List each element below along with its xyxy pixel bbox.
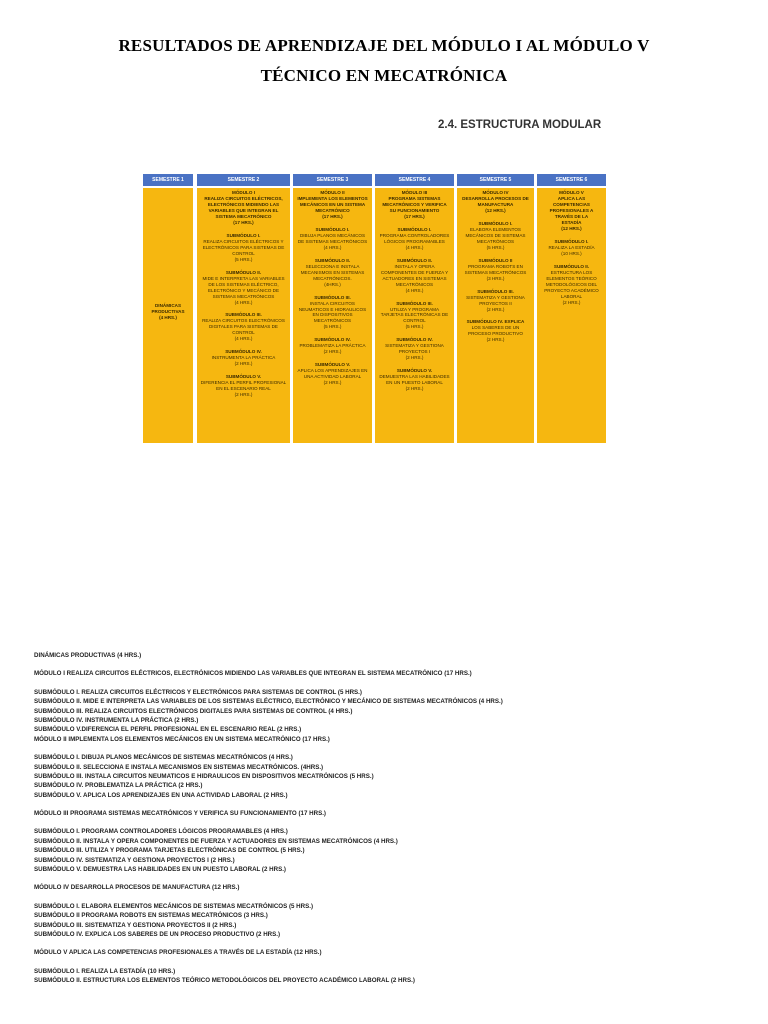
submodule-entry: [540, 239, 603, 257]
entry-title: SUBMÓDULO III.: [225, 312, 262, 318]
submodule-entry: [460, 258, 531, 282]
list-line: SUBMÓDULO III. INSTALA CIRCUITOS NEUMATICOS E HIDRAULICOS EN DISPOSITIVOS MECATRÓNICOS (5 HRS.): [34, 772, 374, 780]
entry-text: REALIZA CIRCUITOS ELECTRÓNICOS DIGITALES PARA SISTEMAS DE CONTROL (4 HRS.): [202, 318, 285, 342]
document-subtitle: TÉCNICO EN MECATRÓNICA: [260, 66, 508, 85]
semester-header: SEMESTRE 3: [293, 174, 372, 186]
spacer: [34, 959, 754, 968]
entry-text: PROGRAMA ROBOTS EN SISTEMAS MECATRÓNICOS (3 HRS.): [464, 263, 527, 281]
submodule-entry: [460, 319, 531, 343]
list-line: SUBMÓDULO V.DIFERENCIA EL PERFIL PROFESIONAL EN EL ESCENARIO REAL (2 HRS.): [34, 726, 302, 734]
module-heading: [200, 190, 287, 226]
submodule-entry: [200, 312, 287, 342]
entry-title: SUBMÓDULO II.: [225, 269, 262, 275]
list-line: SUBMÓDULO I. ELABORA ELEMENTOS MECÁNICOS DE SISTEMAS MECATRÓNICOS (5 HRS.): [34, 902, 314, 910]
list-line: SUBMÓDULO II. MIDE E INTERPRETA LAS VARIABLES DE LOS SISTEMAS ELÉCTRICO, ELECTRÓNICO Y MECÁNICO DE SISTEMAS MECATRÓNICOS (4 HRS.): [34, 698, 503, 706]
list-line: SUBMÓDULO I. REALIZA LA ESTADÍA (10 HRS.): [34, 967, 176, 975]
submodule-entry: [378, 227, 451, 251]
list-line: SUBMÓDULO III. REALIZA CIRCUITOS ELECTRÓNICOS DIGITALES PARA SISTEMAS DE CONTROL (4 HRS.): [34, 707, 353, 715]
entry-title: MÓDULO I REALIZA CIRCUITOS ELÉCTRICOS, ELECTRÓNICOS MIDIENDO LAS VARIABLES QUE INTEGRAN EL SISTEMA MECATRÓNICO (17 HRS.): [204, 190, 283, 225]
module-heading: [460, 190, 531, 214]
entry-title: SUBMÓDULO V.: [314, 362, 351, 368]
list-line: MÓDULO V APLICA LAS COMPETENCIAS PROFESIONALES A TRAVÉS DE LA ESTADÍA (12 HRS.): [34, 949, 322, 957]
entry-title: SUBMÓDULO II: [478, 257, 513, 263]
spacer: [34, 801, 754, 810]
list-line: SUBMÓDULO V. APLICA LOS APRENDIZAJES EN UNA ACTIVIDAD LABORAL (2 HRS.): [34, 791, 288, 799]
semester-1-column: [143, 188, 193, 443]
entry-title: MÓDULO II IMPLEMENTA LOS ELEMENTOS MECÁNICOS EN UN SISTEMA MECATRÓNICO (17 HRS.): [297, 190, 368, 219]
entry-title: MÓDULO IV DESARROLLA PROCESOS DE MANUFACTURA (12 HRS.): [462, 190, 529, 213]
entry-title: SUBMÓDULO IV. EXPLICA: [466, 319, 525, 325]
entry-text: REALIZA CIRCUITOS ELÉCTRICOS Y ELECTRÓNICOS PARA SISTEMAS DE CONTROL (5 HRS.): [202, 238, 285, 262]
entry-text: SISTEMATIZA Y GESTIONA PROYECTOS II (2 HRS.): [466, 294, 525, 312]
entry-text: INSTRUMENTA LA PRÁCTICA (2 HRS.): [211, 355, 276, 367]
entry-text: DIFERENCIA EL PERFIL PROFESIONAL EN EL ESCENARIO REAL (2 HRS.): [200, 380, 287, 398]
entry-title: MÓDULO III PROGRAMA SISTEMAS MECATRÓNICOS Y VERIFICA SU FUNCIONAMIENTO (17 HRS.): [382, 190, 447, 219]
entry-title: SUBMÓDULO III.: [396, 300, 433, 306]
entry-text: INSTALA Y OPERA COMPONENTES DE FUERZA Y ACTUADORES EN SISTEMAS MECATRÓNICOS (4 HRS.): [380, 263, 449, 293]
semester-3-column: [293, 188, 372, 443]
module-heading: [296, 190, 369, 220]
entry-text: INSTALA CIRCUITOS NEUMATICOS E HIDRAULICOS EN DISPOSITIVOS MECATRÓNICOS (5 HRS.): [298, 300, 367, 330]
submodule-entry: [378, 368, 451, 392]
entry-text: MIDE E INTERPRETA LAS VARIABLES DE LOS SISTEMAS ELÉCTRICO, ELECTRÓNICO Y MECÁNICO DE SISTEMAS MECATRÓNICOS (4 HRS.): [202, 275, 285, 305]
list-line: SUBMÓDULO IV. SISTEMATIZA Y GESTIONA PROYECTOS I (2 HRS.): [34, 856, 235, 864]
list-line: SUBMÓDULO II. INSTALA Y OPERA COMPONENTES DE FUERZA Y ACTUADORES EN SISTEMAS MECATRÓNICOS (4 HRS.): [34, 837, 398, 845]
module-text-list: [34, 652, 754, 987]
entry-title: SUBMÓDULO II.: [314, 257, 351, 263]
submodule-entry: [378, 301, 451, 331]
entry-text: UTILIZA Y PROGRAMA TARJETAS ELECTRÓNICAS DE CONTROL (5 HRS.): [380, 306, 449, 330]
entry-title: SUBMÓDULO V.: [396, 368, 433, 374]
entry-title: SUBMÓDULO II.: [553, 263, 590, 269]
submodule-entry: [296, 337, 369, 355]
list-line: MÓDULO IV DESARROLLA PROCESOS DE MANUFACTURA (12 HRS.): [34, 884, 240, 892]
entry-text: SISTEMATIZA Y GESTIONA PROYECTOS I (2 HRS.): [385, 343, 444, 361]
list-line: SUBMÓDULO IV. INSTRUMENTA LA PRÁCTICA (2 HRS.): [34, 716, 199, 724]
list-line: SUBMÓDULO I. REALIZA CIRCUITOS ELÉCTRICOS Y ELECTRÓNICOS PARA SISTEMAS DE CONTROL (5 HRS.): [34, 688, 362, 696]
submodule-entry: [200, 233, 287, 263]
semester-header: SEMESTRE 1: [143, 174, 193, 186]
entry-text: DIBUJA PLANOS MECÁNICOS DE SISTEMAS MECATRÓNICOS (4 HRS.): [297, 232, 368, 250]
submodule-entry: [378, 337, 451, 361]
list-line: DINÁMICAS PRODUCTIVAS (4 HRS.): [34, 652, 142, 659]
list-line: SUBMÓDULO III. UTILIZA Y PROGRAMA TARJETAS ELECTRÓNICAS DE CONTROL (5 HRS.): [34, 847, 305, 855]
list-line: SUBMÓDULO II PROGRAMA ROBOTS EN SISTEMAS MECATRÓNICOS (3 HRS.): [34, 912, 268, 920]
entry-text: REALIZA LA ESTADÍA (10 HRS.): [548, 244, 595, 256]
list-line: SUBMÓDULO II. ESTRUCTURA LOS ELEMENTOS TEÓRICO METODOLÓGICOS DEL PROYECTO ACADÉMICO LABORAL (2 HRS.): [34, 977, 415, 985]
entry-text: LOS SABERES DE UN PROCESO PRODUCTIVO (2 HRS.): [468, 325, 523, 343]
submodule-entry: [540, 264, 603, 306]
entry-title: SUBMÓDULO IV.: [314, 337, 351, 343]
entry-title: SUBMÓDULO V.: [225, 374, 262, 380]
list-line: SUBMÓDULO I. DIBUJA PLANOS MECÁNICOS DE SISTEMAS MECATRÓNICOS (4 HRS.): [34, 754, 293, 762]
submodule-entry: [200, 270, 287, 306]
entry-text: PROBLEMATIZA LA PRÁCTICA (2 HRS.): [299, 343, 366, 355]
entry-title: SUBMÓDULO IV.: [396, 337, 433, 343]
entry-text: ESTRUCTURA LOS ELEMENTOS TEÓRICO METODOLÓGICOS DEL PROYECTO ACADÉMICO LABORAL (2 HRS.): [544, 269, 599, 305]
entry-title: SUBMÓDULO IV.: [225, 349, 262, 355]
entry-title: SUBMÓDULO I.: [554, 238, 589, 244]
entry-text: APLICA LOS APRENDIZAJES EN UNA ACTIVIDAD LABORAL (2 HRS.): [297, 368, 368, 386]
submodule-entry: [296, 227, 369, 251]
semester-header: SEMESTRE 2: [197, 174, 290, 186]
submodule-entry: [296, 258, 369, 288]
entry-text: PROGRAMA CONTROLADORES LÓGICOS PROGRAMABLES (4 HRS.): [379, 232, 450, 250]
module-cell: DINÁMICAS PRODUCTIVAS (4 HRS.): [151, 303, 185, 320]
list-line: MÓDULO II IMPLEMENTA LOS ELEMENTOS MECÁNICOS EN UN SISTEMA MECATRÓNICO (17 HRS.): [34, 735, 330, 743]
list-line: SUBMÓDULO II. SELECCIONA E INSTALA MECANISMOS EN SISTEMAS MECATRÓNICOS. (4HRS.): [34, 763, 324, 771]
semester-2-column: [197, 188, 290, 443]
entry-title: SUBMÓDULO I.: [226, 232, 261, 238]
list-line: SUBMÓDULO III. SISTEMATIZA Y GESTIONA PROYECTOS II (2 HRS.): [34, 921, 237, 929]
entry-title: SUBMÓDULO I.: [397, 226, 432, 232]
submodule-entry: [460, 221, 531, 251]
submodule-entry: [296, 362, 369, 386]
submodule-entry: [200, 374, 287, 398]
submodule-entry: [460, 289, 531, 313]
module-heading: [540, 190, 603, 232]
section-heading: 2.4. ESTRUCTURA MODULAR: [438, 119, 602, 131]
entry-title: SUBMÓDULO III.: [314, 294, 351, 300]
list-line: SUBMÓDULO V. DEMUESTRA LAS HABILIDADES EN UN PUESTO LABORAL (2 HRS.): [34, 866, 286, 874]
semester-4-column: [375, 188, 454, 443]
document-title: RESULTADOS DE APRENDIZAJE DEL MÓDULO I AL MÓDULO V: [118, 36, 650, 55]
submodule-entry: [200, 349, 287, 367]
semester-header: SEMESTRE 4: [375, 174, 454, 186]
module-heading: [378, 190, 451, 220]
submodule-entry: [378, 258, 451, 294]
entry-title: SUBMÓDULO I.: [478, 220, 513, 226]
list-line: SUBMÓDULO IV. PROBLEMATIZA LA PRÁCTICA (2 HRS.): [34, 782, 203, 790]
entry-title: MÓDULO V APLICA LAS COMPETENCIAS PROFESIONALES A TRAVÉS DE LA ESTADÍA (12 HRS.): [549, 190, 594, 231]
semester-6-column: [537, 188, 606, 443]
entry-text: SELECCIONA E INSTALA MECANISMOS EN SISTEMAS MECATRÓNICOS. (4HRS.): [300, 263, 365, 287]
entry-title: SUBMÓDULO I.: [315, 226, 350, 232]
list-line: MÓDULO III PROGRAMA SISTEMAS MECATRÓNICOS Y VERIFICA SU FUNCIONAMIENTO (17 HRS.): [34, 810, 326, 818]
entry-text: DEMUESTRA LAS HABILIDADES EN UN PUESTO LABORAL (2 HRS.): [379, 374, 450, 392]
list-line: MÓDULO I REALIZA CIRCUITOS ELÉCTRICOS, ELECTRÓNICOS MIDIENDO LAS VARIABLES QUE INTEGRAN EL SISTEMA MECATRÓNICO (17 HRS.): [34, 670, 472, 678]
semester-5-column: [457, 188, 534, 443]
submodule-entry: [296, 295, 369, 331]
entry-title: SUBMÓDULO III.: [477, 288, 514, 294]
spacer: [34, 745, 754, 754]
list-line: SUBMÓDULO I. PROGRAMA CONTROLADORES LÓGICOS PROGRAMABLES (4 HRS.): [34, 828, 288, 836]
entry-title: SUBMÓDULO II.: [396, 257, 433, 263]
entry-text: ELABORA ELEMENTOS MECÁNICOS DE SISTEMAS MECATRÓNICOS (5 HRS.): [465, 226, 526, 250]
semester-header: SEMESTRE 5: [457, 174, 534, 186]
spacer: [34, 894, 754, 903]
semester-header: SEMESTRE 6: [537, 174, 606, 186]
list-line: SUBMÓDULO IV. EXPLICA LOS SABERES DE UN PROCESO PRODUCTIVO (2 HRS.): [34, 930, 281, 938]
spacer: [34, 680, 754, 689]
